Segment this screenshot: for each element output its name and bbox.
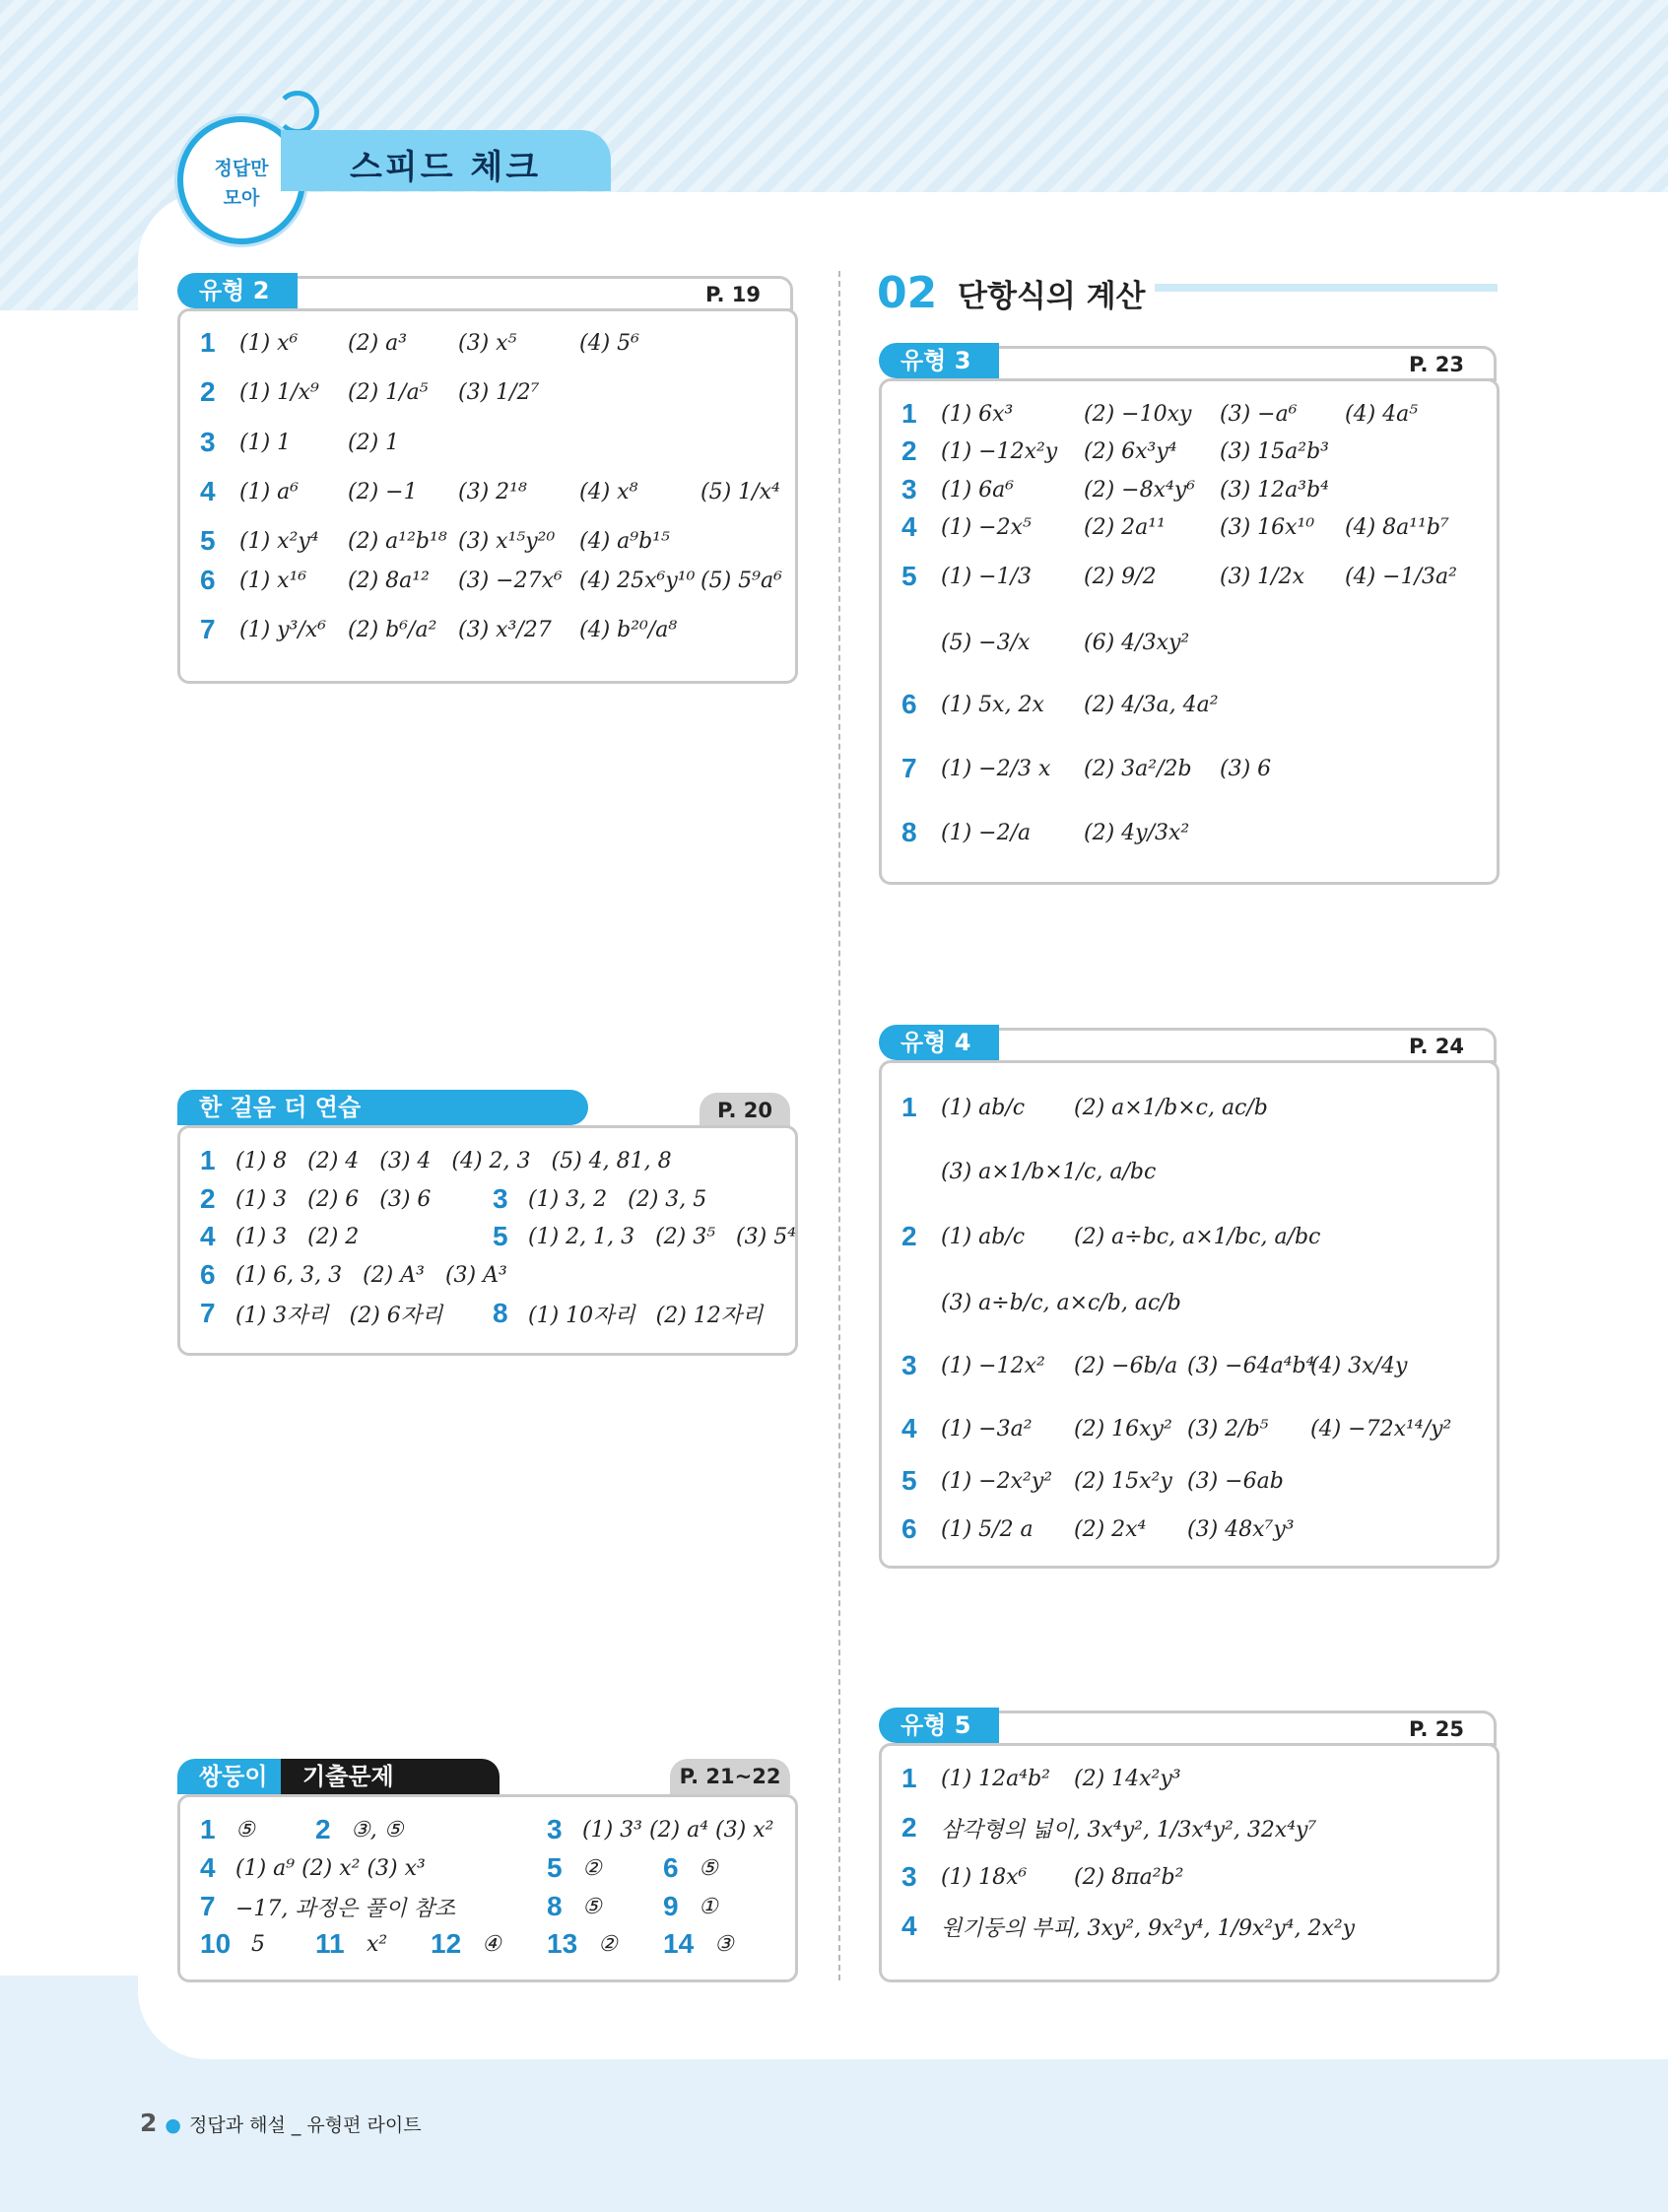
answer-item: (3) x³/27 [458, 617, 552, 642]
answer-item: (1) 3 (2) 2 [235, 1224, 360, 1249]
tab-twins: 쌍둥이 [177, 1759, 298, 1794]
answer-item: (1) −3a² [941, 1416, 1033, 1441]
tab-twins-exam: 기출문제 [281, 1759, 500, 1794]
question-number: 9 [663, 1891, 679, 1921]
answer-item: (4) −1/3a² [1345, 564, 1457, 589]
answer-row [901, 683, 1219, 726]
answer-item: (2) 9/2 [1084, 564, 1157, 589]
answer-row [901, 1344, 1408, 1387]
answer-item: (2) 8πa²b² [1074, 1864, 1184, 1890]
answer-item: (2) 4/3a, 4a² [1084, 692, 1219, 717]
chapter-rule [1155, 284, 1498, 292]
answer-item: ① [699, 1894, 718, 1919]
answer-row [200, 421, 400, 464]
answer-item: (2) a÷bc, a×1/bc, a/bc [1074, 1224, 1321, 1249]
answer-row [663, 1846, 718, 1890]
answer-item: (1) x¹⁶ [239, 568, 307, 593]
question-number: 4 [200, 476, 216, 506]
answer-row [901, 1905, 1356, 1948]
question-number: 6 [663, 1852, 679, 1883]
question-number: 4 [901, 511, 917, 542]
answer-item: (1) −12x²y [941, 438, 1058, 464]
answer-row [901, 621, 1190, 664]
question-number: 7 [901, 753, 917, 783]
answer-row [901, 811, 1190, 854]
answer-item: x² [367, 1931, 388, 1957]
answer-item: (2) 16xy² [1074, 1416, 1172, 1441]
tab-practice: 한 걸음 더 연습 [177, 1090, 588, 1125]
footer-dot-icon: ● [165, 2114, 181, 2136]
question-number: 8 [901, 817, 917, 847]
answer-item: (1) −2/a [941, 820, 1032, 845]
question-number: 1 [901, 1092, 917, 1122]
practice-page-ref: P. 20 [700, 1093, 790, 1128]
answer-row [315, 1922, 387, 1966]
answer-row [200, 470, 780, 513]
answer-row [547, 1846, 602, 1890]
answer-row [901, 1086, 1268, 1129]
answer-item: (3) 12a³b⁴ [1220, 477, 1329, 503]
answer-item: 원기둥의 부피, 3xy², 9x²y⁴, 1/9x²y⁴, 2x²y [941, 1915, 1356, 1941]
question-number: 11 [315, 1928, 345, 1959]
answer-item: (1) 12a⁴b² [941, 1766, 1050, 1791]
answer-item: (3) 15a²b³ [1220, 438, 1329, 464]
answer-item: (3) x¹⁵y²⁰ [458, 528, 556, 554]
answer-row [663, 1922, 734, 1966]
answer-row [547, 1808, 773, 1851]
answer-item: (4) b²⁰/a⁸ [579, 617, 678, 642]
answer-row [200, 1139, 672, 1182]
answer-item: (3) x⁵ [458, 330, 517, 356]
question-number: 13 [547, 1928, 578, 1959]
answer-item: (3) −a⁶ [1220, 401, 1298, 427]
answer-row [901, 1855, 1184, 1899]
answer-row [200, 1808, 255, 1851]
answer-item: (1) 3 (2) 6 (3) 6 [235, 1186, 432, 1212]
badge-line1: 정답만 [214, 158, 269, 179]
answer-item: (5) −3/x [941, 630, 1031, 655]
answer-item: (2) 1/a⁵ [348, 379, 429, 405]
question-number: 10 [200, 1928, 232, 1959]
answer-item: (3) 1/2x [1220, 564, 1304, 589]
answer-item: (1) ab/c [941, 1095, 1026, 1120]
answer-item: (1) −1/3 [941, 564, 1032, 589]
answer-item: (4) −72x¹⁴/y² [1310, 1416, 1452, 1441]
answer-row [493, 1292, 763, 1335]
answer-item: (4) 8a¹¹b⁷ [1345, 514, 1449, 540]
question-number: 3 [493, 1183, 508, 1214]
answer-item: (1) ab/c [941, 1224, 1026, 1249]
answer-row [901, 1281, 1181, 1324]
question-number: 2 [200, 1183, 216, 1214]
question-number: 3 [901, 1861, 917, 1892]
type4-page-ref: P. 24 [1408, 1035, 1464, 1058]
answer-item: (5) 5⁹a⁶ [701, 568, 782, 593]
answer-item: (1) a⁶ [239, 479, 300, 504]
answer-row [901, 1150, 1157, 1193]
answer-row [901, 1508, 1295, 1551]
answer-row [200, 608, 678, 651]
answer-row [200, 321, 639, 365]
question-number: 2 [901, 1812, 917, 1843]
answer-item: ⑤ [699, 1855, 718, 1881]
question-number: 2 [200, 376, 216, 407]
answer-item: (5) 1/x⁴ [701, 479, 780, 504]
answer-item: (1) 6, 3, 3 (2) A³ (3) A³ [235, 1262, 507, 1288]
answer-item: (1) −2/3 x [941, 756, 1051, 781]
question-number: 5 [901, 1465, 917, 1496]
answer-item: (4) x⁸ [579, 479, 638, 504]
answer-row [901, 1215, 1321, 1258]
question-number: 2 [901, 1221, 917, 1251]
answer-row [901, 505, 1449, 549]
type2-page-ref: P. 19 [704, 283, 761, 306]
chapter-title: 단항식의 계산 [958, 279, 1146, 314]
answer-row [200, 1292, 442, 1335]
title-bar [281, 130, 611, 191]
answer-item: (1) a⁹ (2) x² (3) x³ [235, 1855, 426, 1881]
chapter-number: 02 [877, 268, 938, 318]
answer-row [200, 519, 670, 563]
answer-item: (2) 4y/3x² [1084, 820, 1190, 845]
question-number: 3 [901, 1350, 917, 1380]
question-number: 8 [493, 1298, 508, 1328]
answer-item: 5 [251, 1931, 265, 1957]
answer-item: (3) −6ab [1187, 1468, 1284, 1494]
answer-item: (3) a÷b/c, a×c/b, ac/b [941, 1290, 1181, 1315]
question-number: 7 [200, 1891, 216, 1921]
question-number: 4 [200, 1221, 216, 1251]
question-number: 6 [200, 1259, 216, 1290]
answer-item: (1) 1 [239, 430, 292, 455]
answer-item: (3) 2¹⁸ [458, 479, 527, 504]
answer-item: (2) b⁶/a² [348, 617, 437, 642]
question-number: 4 [901, 1413, 917, 1443]
footer-page-number: 2 [140, 2109, 158, 2137]
answer-item: ④ [482, 1931, 501, 1957]
answer-item: (2) 3a²/2b [1084, 756, 1192, 781]
answer-item: (3) −64a⁴b⁴ [1187, 1353, 1315, 1378]
question-number: 6 [901, 689, 917, 719]
answer-row [901, 1806, 1317, 1849]
question-number: 1 [200, 1145, 216, 1175]
answer-item: (2) a×1/b×c, ac/b [1074, 1095, 1268, 1120]
answer-row [200, 1215, 359, 1258]
question-number: 7 [200, 1298, 216, 1328]
answer-item: (3) 16x¹⁰ [1220, 514, 1315, 540]
answer-item: (2) −6b/a [1074, 1353, 1178, 1378]
answer-row [901, 430, 1329, 473]
swirl-icon [276, 91, 319, 134]
question-number: 4 [901, 1910, 917, 1941]
footer [140, 2109, 422, 2137]
answer-item: (1) 1/x⁹ [239, 379, 319, 405]
question-number: 2 [315, 1814, 331, 1844]
answer-item: (1) −2x⁵ [941, 514, 1032, 540]
answer-item: ⑤ [235, 1817, 255, 1843]
question-number: 1 [901, 1763, 917, 1793]
answer-row [200, 1846, 426, 1890]
answer-item: (1) 8 (2) 4 (3) 4 (4) 2, 3 (5) 4, 81, 8 [235, 1148, 672, 1173]
question-number: 1 [200, 1814, 216, 1844]
answer-row [200, 559, 782, 602]
answer-row [901, 1459, 1284, 1503]
answer-item: (3) 48x⁷y³ [1187, 1516, 1295, 1542]
answer-item: (4) 5⁶ [579, 330, 639, 356]
question-number: 3 [200, 427, 216, 457]
answer-item: (1) x⁶ [239, 330, 299, 356]
footer-text: 정답과 해설 _ 유형편 라이트 [189, 2114, 422, 2136]
badge-line2: 모아 [223, 187, 260, 209]
answer-item: (1) x²y⁴ [239, 528, 319, 554]
twins-page-ref: P. 21~22 [670, 1759, 790, 1794]
answer-item: (2) −8x⁴y⁶ [1084, 477, 1196, 503]
answer-item: (1) −12x² [941, 1353, 1045, 1378]
type5-page-ref: P. 25 [1408, 1717, 1464, 1741]
answer-row [200, 1253, 507, 1297]
tab-type2: 유형 2 [177, 273, 298, 308]
answer-item: (4) 4a⁵ [1345, 401, 1419, 427]
question-number: 6 [200, 565, 216, 595]
question-number: 5 [200, 525, 216, 556]
answer-item: (4) a⁹b¹⁵ [579, 528, 670, 554]
answer-item: 삼각형의 넓이, 3x⁴y², 1/3x⁴y², 32x⁴y⁷ [941, 1817, 1317, 1843]
answer-item: (2) a¹²b¹⁸ [348, 528, 447, 554]
answer-row [901, 1757, 1181, 1800]
answer-item: (4) 3x/4y [1310, 1353, 1408, 1378]
answer-item: ② [598, 1931, 618, 1957]
question-number: 4 [200, 1852, 216, 1883]
question-number: 5 [547, 1852, 563, 1883]
tab-type5: 유형 5 [879, 1708, 999, 1743]
question-number: 7 [200, 614, 216, 644]
question-number: 6 [901, 1513, 917, 1544]
type3-page-ref: P. 23 [1408, 353, 1464, 376]
answer-item: ③ [714, 1931, 734, 1957]
answer-item: (2) 2x⁴ [1074, 1516, 1147, 1542]
answer-item: (1) y³/x⁶ [239, 617, 327, 642]
answer-item: (4) 25x⁶y¹⁰ [579, 568, 696, 593]
answer-row [901, 747, 1272, 790]
answer-item: (3) 1/2⁷ [458, 379, 540, 405]
answer-item: (2) −1 [348, 479, 418, 504]
question-number: 8 [547, 1891, 563, 1921]
answer-item: (1) 10자리 (2) 12자리 [528, 1303, 764, 1328]
answer-item: (1) 6a⁶ [941, 477, 1015, 503]
answer-item: (1) 3³ (2) a⁴ (3) x² [582, 1817, 774, 1843]
answer-row [901, 555, 1457, 598]
answer-item: (2) 1 [348, 430, 400, 455]
page-title: 스피드 체크 [350, 148, 542, 187]
question-number: 2 [901, 436, 917, 466]
answer-item: −17, 과정은 풀이 참조 [235, 1896, 456, 1921]
question-number: 1 [901, 398, 917, 429]
question-number: 12 [431, 1928, 462, 1959]
tab-type4: 유형 4 [879, 1025, 999, 1060]
answer-item: (3) a×1/b×1/c, a/bc [941, 1159, 1157, 1184]
answer-item: (1) 5/2 a [941, 1516, 1034, 1542]
answer-item: ⑤ [582, 1894, 602, 1919]
answer-item: (1) 3, 2 (2) 3, 5 [528, 1186, 707, 1212]
question-number: 1 [200, 327, 216, 358]
answer-row [901, 1407, 1452, 1450]
question-number: 5 [493, 1221, 508, 1251]
answer-item: (1) 6x³ [941, 401, 1014, 427]
question-number: 3 [901, 474, 917, 504]
answer-row [493, 1215, 796, 1258]
answer-item: (1) 3자리 (2) 6자리 [235, 1303, 443, 1328]
answer-row [200, 370, 540, 414]
answer-item: (1) 18x⁶ [941, 1864, 1028, 1890]
answer-item: (1) 5x, 2x [941, 692, 1044, 717]
answer-item: (2) 15x²y [1074, 1468, 1172, 1494]
answer-item: (3) 6 [1220, 756, 1272, 781]
question-number: 3 [547, 1814, 563, 1844]
answer-item: (2) 2a¹¹ [1084, 514, 1166, 540]
answer-item: (1) −2x²y² [941, 1468, 1053, 1494]
answer-row [547, 1922, 618, 1966]
answer-item: (2) −10xy [1084, 401, 1192, 427]
question-number: 5 [901, 561, 917, 591]
answer-item: (6) 4/3xy² [1084, 630, 1190, 655]
answer-item: (1) 2, 1, 3 (2) 3⁵ (3) 5⁴ [528, 1224, 797, 1249]
answer-item: (2) 6x³y⁴ [1084, 438, 1177, 464]
answer-item: ③, ⑤ [351, 1817, 404, 1843]
answer-row [315, 1808, 403, 1851]
answer-item: (2) 8a¹² [348, 568, 430, 593]
answer-item: (3) −27x⁶ [458, 568, 563, 593]
answer-item: (2) 14x²y³ [1074, 1766, 1181, 1791]
column-divider [838, 271, 840, 1980]
answer-row [431, 1922, 501, 1966]
answer-item: (3) 2/b⁵ [1187, 1416, 1269, 1441]
answer-item: ② [582, 1855, 602, 1881]
question-number: 14 [663, 1928, 695, 1959]
answer-item: (2) a³ [348, 330, 408, 356]
tab-type3: 유형 3 [879, 343, 999, 378]
answer-row [200, 1922, 265, 1966]
